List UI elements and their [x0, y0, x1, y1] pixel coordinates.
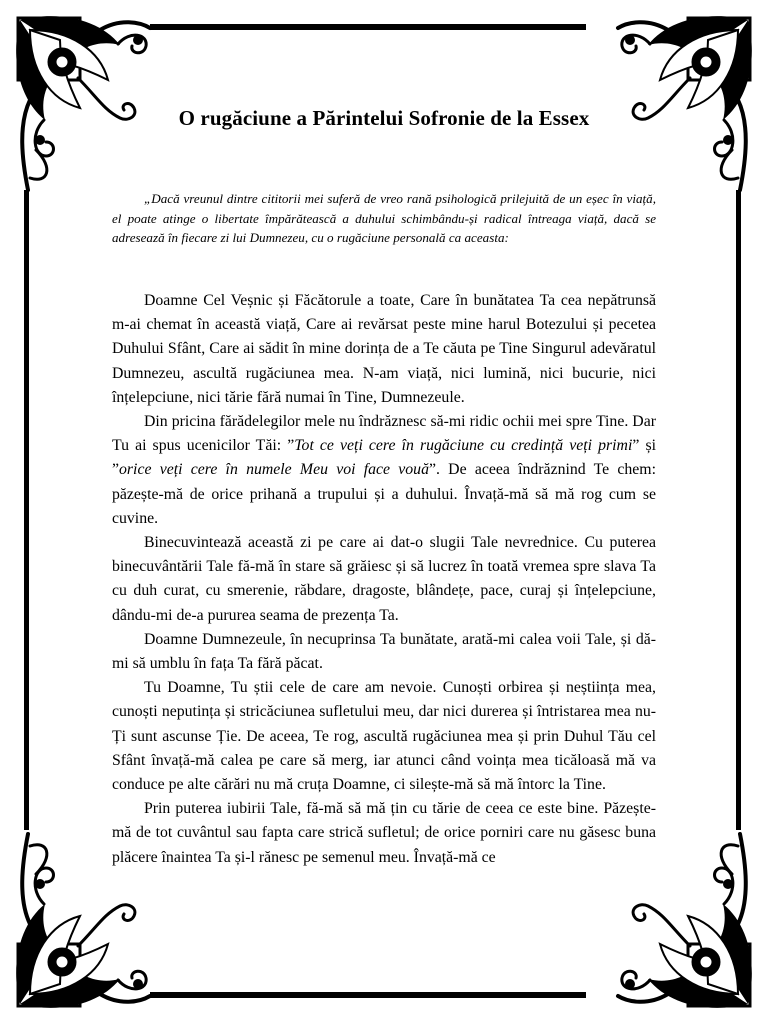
frame-bottom-rule: [150, 992, 586, 998]
paragraph-4: Doamne Dumnezeule, în necuprinsa Ta bunătate, arată-mi calea voii Tale, și dă-mi să umblu în fața Ta fără păcat.: [112, 630, 656, 673]
paragraph-5: Tu Doamne, Tu știi cele de care am nevoie. Cunoști orbirea și neștiința mea, cunoști neputința și stricăciunea sufletului meu, dar nici durerea și întristarea mea nu-Ți sunt ascunse Ție. De aceea, Te rog, ascultă rugăciunea mea și prin Duhul Tău cel Sfânt învață-mă calea pe care să merg, iar atunci când voința mea ticăloasă mă va conduce pe alte cărări nu mă cruța Doamne, ci silește-mă să mă întorc la Tine.: [112, 679, 656, 794]
paragraph-2-text-a: Din pricina fărădelegilor mele nu îndrăznesc să-mi ridic ochii mei spre Tine. Dar Tu ai spus ucenicilor Tăi: ”: [112, 413, 656, 455]
frame-right-rule: [736, 190, 741, 830]
page-title: O rugăciune a Părintelui Sofronie de la Essex: [178, 106, 590, 131]
frame-top-rule: [150, 24, 586, 30]
frame-left-rule: [24, 190, 29, 830]
corner-ornament-top-left: [0, 0, 160, 200]
paragraph-2: [112, 410, 656, 531]
paragraph-3: Binecuvintează această zi pe care ai dat-o slugii Tale nevrednice. Cu puterea binecuvântării Tale fă-mă în stare să grăiesc și să lucrez în toată vremea spre slava Ta cu duh curat, cu smerenie, răbdare, dragoste, blândețe, pace, curaj și înțelepciune, dându-mi de-a pururea seama de prezența Ta.: [112, 534, 656, 624]
scripture-quote-1: Tot ce veți cere în rugăciune cu credință veți primi: [294, 437, 633, 455]
paragraph-1: Doamne Cel Veșnic și Făcătorule a toate, Care în bunătatea Ta cea nepătrunsă m-ai chemat în această viață, Care ai revărsat peste mine harul Botezului și pecetea Duhului Sfânt, Care ai sădit în mine dorința de a Te căuta pe Tine Singurul adevăratul Dumnezeu, ascultă rugăciunea mea. N-am viață, nici lumină, nici bucurie, nici înțelepciune, nici tărie fără numai în Tine, Dumnezeule.: [112, 292, 656, 406]
scripture-quote-2: orice veți cere în numele Meu voi face vouă: [119, 461, 429, 479]
intro-quote: „Dacă vreunul dintre cititorii mei suferă de vreo rană psihologică prilejuită de un eșec în viață, el poate atinge o libertate împărătească a duhului schimbându-și radical întreaga viață, dacă se adresează în fiecare zi lui Dumnezeu, cu o rugăciune personală ca aceasta:: [112, 191, 656, 246]
paragraph-6: Prin puterea iubirii Tale, fă-mă să mă țin cu tărie de ceea ce este bine. Păzește-mă de tot cuvântul sau fapta care strică sufletul; de orice porniri care nu găsesc buna plăcere înaintea Ta și-l rănesc pe semenul meu. Învață-mă ce: [112, 800, 656, 866]
paragraph-2-text-c: ”. De aceea îndrăznind Te chem: păzește-mă de orice prihană a trupului și a duhului. Învață-mă să mă rog cum se cuvine.: [112, 461, 656, 527]
prayer-body: [112, 289, 656, 870]
paragraph-2-text-b: ” și ”: [112, 437, 656, 479]
corner-ornament-top-right: [608, 0, 768, 200]
